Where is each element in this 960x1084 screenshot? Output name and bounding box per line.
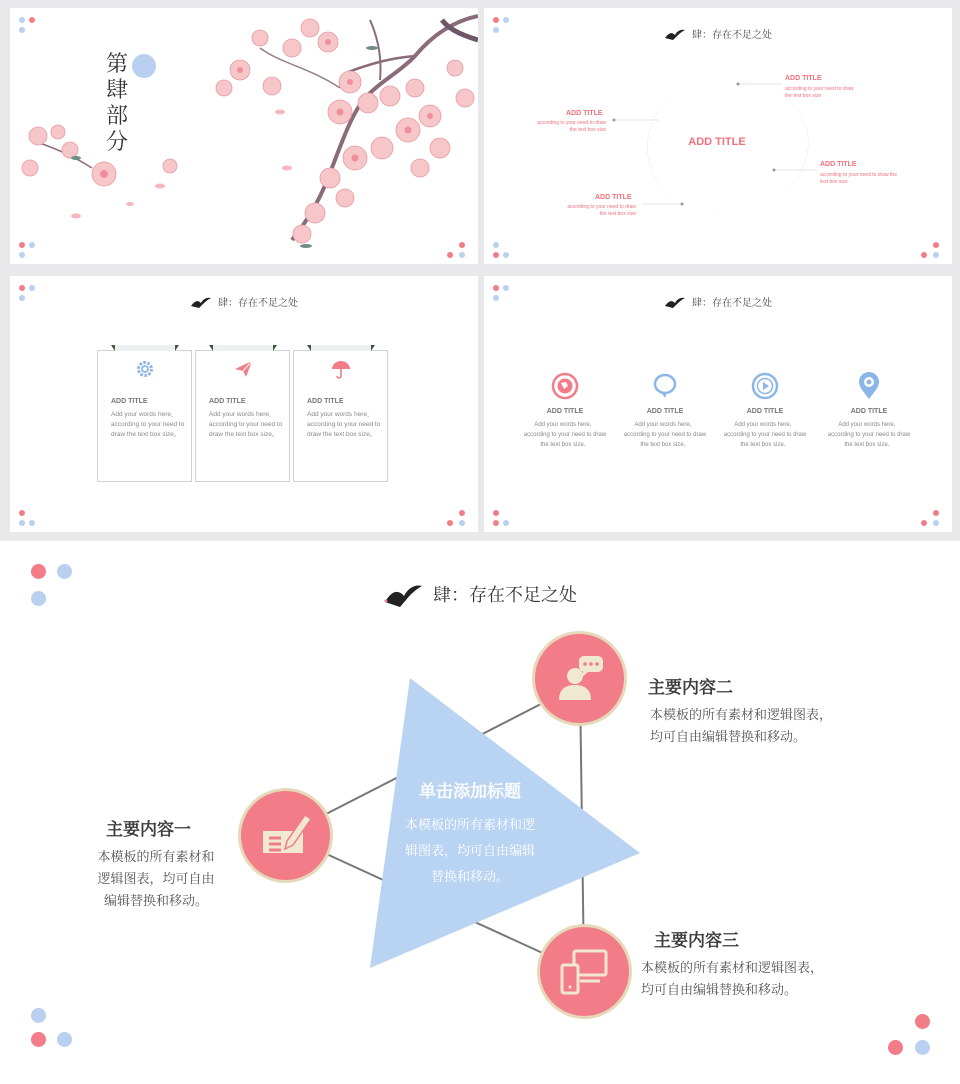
deco-dot bbox=[933, 252, 939, 258]
feature-item[interactable] bbox=[622, 372, 708, 450]
globe-icon bbox=[551, 372, 579, 400]
item-title: ADD TITLE bbox=[820, 161, 857, 168]
deco-dot bbox=[921, 520, 927, 526]
center-desc: 本模板的所有素材和逻 辑图表，均可自由编辑 替换和移动。 bbox=[404, 818, 535, 885]
feature-title: ADD TITLE bbox=[850, 408, 888, 415]
feature-desc: Add your words here，according to your need to draw the text box size。 bbox=[827, 422, 911, 448]
card-title: ADD TITLE bbox=[111, 398, 148, 405]
feature-item[interactable] bbox=[722, 372, 808, 450]
speech-bubble-icon bbox=[651, 372, 679, 400]
card-desc: Add your words here，according to your need to draw the text box size。 bbox=[209, 411, 283, 438]
swallow-icon bbox=[664, 297, 686, 309]
deco-dot bbox=[503, 17, 509, 23]
deco-dot bbox=[19, 510, 25, 516]
card-desc: Add your words here，according to your need to draw the text box size。 bbox=[111, 411, 185, 438]
deco-dot bbox=[31, 1008, 46, 1023]
section-header: 肆：存在不足之处 bbox=[484, 26, 952, 41]
card-tab bbox=[213, 345, 273, 351]
content-circle-1[interactable] bbox=[238, 788, 333, 883]
feature-desc: Add your words here，according to your need to draw the text box size。 bbox=[623, 422, 707, 448]
item-desc: according to your need to draw the text box size bbox=[537, 120, 606, 133]
deco-dot bbox=[19, 252, 25, 258]
content-card[interactable] bbox=[195, 350, 290, 482]
deco-dot bbox=[493, 252, 499, 258]
feature-item[interactable] bbox=[522, 372, 608, 450]
deco-dot bbox=[459, 252, 465, 258]
section-dot bbox=[132, 54, 156, 78]
deco-dot bbox=[493, 295, 499, 301]
deco-dot bbox=[459, 510, 465, 516]
content-3-heading: 主要内容三 bbox=[654, 931, 739, 951]
slide-cards[interactable] bbox=[10, 276, 478, 532]
feature-title: ADD TITLE bbox=[546, 408, 584, 415]
center-title: 单击添加标题 bbox=[419, 782, 521, 802]
deco-dot bbox=[493, 285, 499, 291]
deco-dot bbox=[29, 17, 35, 23]
item-desc: according to your need to draw the text box size bbox=[785, 86, 854, 99]
content-3-desc: 本模板的所有素材和逻辑图表， 均可自由编辑替换和移动。 bbox=[641, 961, 824, 998]
deco-dot bbox=[933, 242, 939, 248]
item-title: ADD TITLE bbox=[566, 110, 603, 117]
deco-dot bbox=[493, 510, 499, 516]
paper-plane-icon bbox=[233, 359, 253, 379]
deco-dot bbox=[933, 520, 939, 526]
content-circle-2[interactable] bbox=[532, 631, 627, 726]
deco-dot bbox=[19, 520, 25, 526]
content-1-desc: 本模板的所有素材和 逻辑图表，均可自由 编辑替换和移动。 bbox=[97, 850, 215, 909]
devices-icon bbox=[558, 945, 612, 999]
location-pin-icon bbox=[855, 372, 883, 400]
play-icon bbox=[751, 372, 779, 400]
deco-dot bbox=[19, 295, 25, 301]
deco-dot bbox=[19, 17, 25, 23]
content-circle-3[interactable] bbox=[537, 924, 632, 1019]
deco-dot bbox=[933, 510, 939, 516]
item-title: ADD TITLE bbox=[785, 75, 822, 82]
deco-dot bbox=[493, 17, 499, 23]
feature-title: ADD TITLE bbox=[646, 408, 684, 415]
deco-dot bbox=[915, 1014, 930, 1029]
center-title: ADD TITLE bbox=[688, 136, 746, 148]
deco-dot bbox=[31, 564, 46, 579]
deco-dot bbox=[447, 252, 453, 258]
slide-circle-diagram[interactable] bbox=[484, 8, 952, 264]
deco-dot bbox=[447, 520, 453, 526]
deco-dot bbox=[31, 1032, 46, 1047]
umbrella-icon bbox=[331, 359, 351, 379]
deco-dot bbox=[19, 27, 25, 33]
content-2-heading: 主要内容二 bbox=[648, 678, 733, 698]
deco-dot bbox=[31, 591, 46, 606]
part-title: 第肆部分 bbox=[106, 52, 129, 155]
slide-part-title[interactable] bbox=[10, 8, 478, 264]
card-title: ADD TITLE bbox=[209, 398, 246, 405]
item-desc: according to your need to draw the text box size bbox=[820, 172, 897, 185]
deco-dot bbox=[29, 285, 35, 291]
content-card[interactable] bbox=[293, 350, 388, 482]
feature-item[interactable] bbox=[826, 372, 912, 450]
deco-dot bbox=[888, 1040, 903, 1055]
content-1-heading: 主要内容一 bbox=[106, 820, 191, 840]
deco-dot bbox=[19, 285, 25, 291]
feature-desc: Add your words here，according to your need to draw the text box size。 bbox=[523, 422, 607, 448]
deco-dot bbox=[57, 1032, 72, 1047]
deco-dot bbox=[493, 27, 499, 33]
swallow-icon bbox=[190, 297, 212, 309]
feature-desc: Add your words here，according to your need to draw the text box size。 bbox=[723, 422, 807, 448]
card-title: ADD TITLE bbox=[307, 398, 344, 405]
deco-dot bbox=[19, 242, 25, 248]
deco-dot bbox=[921, 252, 927, 258]
deco-dot bbox=[915, 1040, 930, 1055]
deco-dot bbox=[459, 242, 465, 248]
person-chat-icon bbox=[553, 652, 607, 706]
slide-features[interactable] bbox=[484, 276, 952, 532]
gear-icon bbox=[135, 359, 155, 379]
item-desc: according to your need to draw the text box size bbox=[567, 204, 636, 217]
section-header: 肆：存在不足之处 bbox=[0, 581, 960, 608]
cherry-blossom-illustration bbox=[10, 8, 478, 264]
deco-dot bbox=[29, 242, 35, 248]
deco-dot bbox=[459, 520, 465, 526]
card-desc: Add your words here，according to your need to draw the text box size。 bbox=[307, 411, 381, 438]
deco-dot bbox=[493, 242, 499, 248]
write-edit-icon bbox=[259, 809, 313, 863]
feature-title: ADD TITLE bbox=[746, 408, 784, 415]
card-tab bbox=[311, 345, 371, 351]
deco-dot bbox=[29, 520, 35, 526]
section-header: 肆：存在不足之处 bbox=[484, 294, 952, 309]
deco-dot bbox=[57, 564, 72, 579]
deco-dot bbox=[493, 520, 499, 526]
content-2-desc: 本模板的所有素材和逻辑图表， 均可自由编辑替换和移动。 bbox=[650, 708, 833, 745]
card-tab bbox=[115, 345, 175, 351]
item-title: ADD TITLE bbox=[595, 194, 632, 201]
content-card[interactable] bbox=[97, 350, 192, 482]
deco-dot bbox=[503, 285, 509, 291]
section-header: 肆：存在不足之处 bbox=[10, 294, 478, 309]
deco-dot bbox=[503, 520, 509, 526]
slide-triangle-diagram[interactable] bbox=[0, 541, 960, 1084]
deco-dot bbox=[503, 252, 509, 258]
